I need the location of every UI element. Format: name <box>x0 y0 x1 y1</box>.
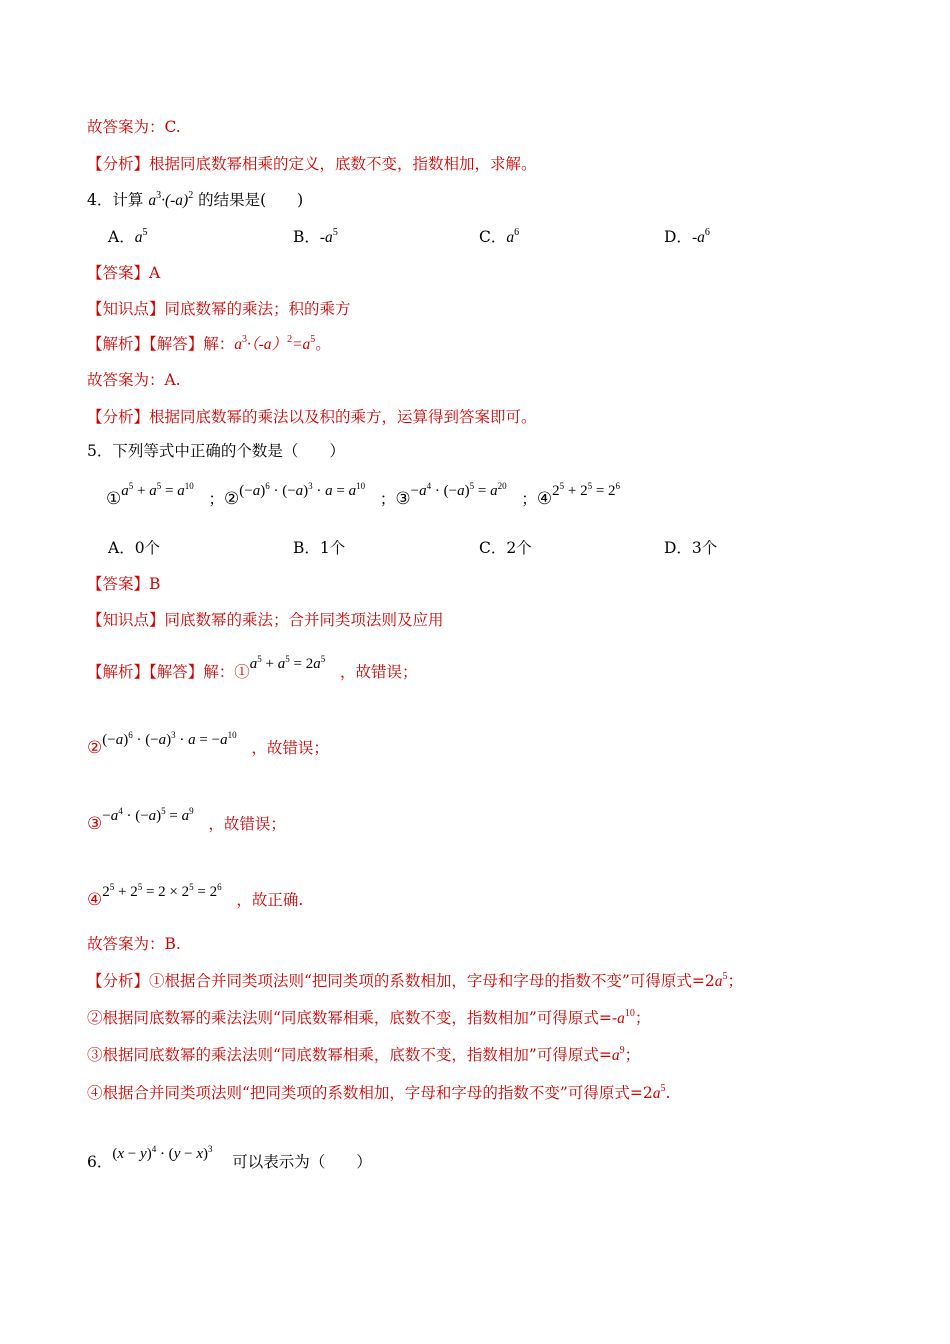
q4-stem <box>87 189 303 214</box>
q5-analysis-4: ④根据合并同类项法则“把同类项的系数相加，字母和字母的指数不变”可得原式$=2a^5$. <box>87 1083 671 1102</box>
q5-solution-1: 【解析】【解答】解：$①a^5 + a^5 = 2a^5$ ，故错误； <box>87 654 418 681</box>
q5-equations: $①a^5 + a^5 = a^{10}$ ；$②(-a)^6 \cdot (-a)^3 \cdot a = a^{10}$ ；$③-a^4 \cdot (-a)^5 = a^{20}$ ；$④2^5 + 2^5 = 2^6$ <box>106 481 621 509</box>
q5-solution-3: $③-a^4 \cdot (-a)^5 = a^9$ ，故错误； <box>87 806 286 834</box>
q4-expression: $a^3\cdot(-a)^2$ <box>148 190 194 209</box>
q4-option-b[interactable]: B．$-a^5$ <box>293 227 338 246</box>
q5-option-b[interactable]: B．1个 <box>293 539 346 557</box>
q4-knowledge: 【知识点】同底数幂的乘法；积的乘方 <box>87 300 351 318</box>
q3-analysis: 【分析】根据同底数幂相乘的定义，底数不变，指数相加，求解。 <box>87 155 537 173</box>
q3-conclusion: 故答案为：C. <box>87 118 181 136</box>
q4-analysis: 【分析】根据同底数幂的乘法以及积的乘方，运算得到答案即可。 <box>87 408 537 426</box>
q5-option-a[interactable]: A．0个 <box>108 539 161 557</box>
q5-conclusion: 故答案为：B. <box>87 935 181 953</box>
q5-option-d[interactable]: D．3个 <box>664 539 718 557</box>
q4-option-d[interactable]: D．$-a^6$ <box>664 227 710 246</box>
q5-stem: 5．下列等式中正确的个数是（ ） <box>87 442 345 460</box>
q5-analysis-1: 【分析】①根据合并同类项法则“把同类项的系数相加，字母和字母的指数不变”可得原式$=2a^5$； <box>87 971 743 990</box>
q4-stem-tail: 的结果是( ) <box>198 191 304 209</box>
q5-answer: 【答案】B <box>87 575 161 593</box>
q5-analysis-3: ③根据同底数幂的乘法法则“同底数幂相乘，底数不变，指数相加”可得原式$=a^9$； <box>87 1045 641 1064</box>
q5-solution-2: $②(-a)^6 \cdot (-a)^3 \cdot a = -a^{10}$ ，故错误； <box>87 730 329 758</box>
q4-option-c[interactable]: C．$a^6$ <box>479 227 520 246</box>
q5-knowledge: 【知识点】同底数幂的乘法；合并同类项法则及应用 <box>87 611 444 629</box>
q4-answer: 【答案】A <box>87 264 161 282</box>
q4-conclusion: 故答案为：A. <box>87 371 181 389</box>
q5-option-c[interactable]: C．2个 <box>479 539 532 557</box>
q6-stem: 6．$(x - y)^4 \cdot (y - x)^3$ 可以表示为（ ） <box>87 1144 372 1171</box>
q5-analysis-2: ②根据同底数幂的乘法法则“同底数幂相乘，底数不变，指数相加”可得原式$=-a^{10}$； <box>87 1008 651 1027</box>
q4-option-a[interactable]: A．$a^5$ <box>108 227 148 246</box>
q5-solution-4: $④2^5 + 2^5 = 2 \times 2^5 = 2^6$ ，故正确. <box>87 882 304 910</box>
q4-stem-label: 4．计算 <box>87 191 144 209</box>
q4-solution: 【解析】【解答】解：$a^3\cdot(-a)^2=a^5$。 <box>87 334 331 353</box>
